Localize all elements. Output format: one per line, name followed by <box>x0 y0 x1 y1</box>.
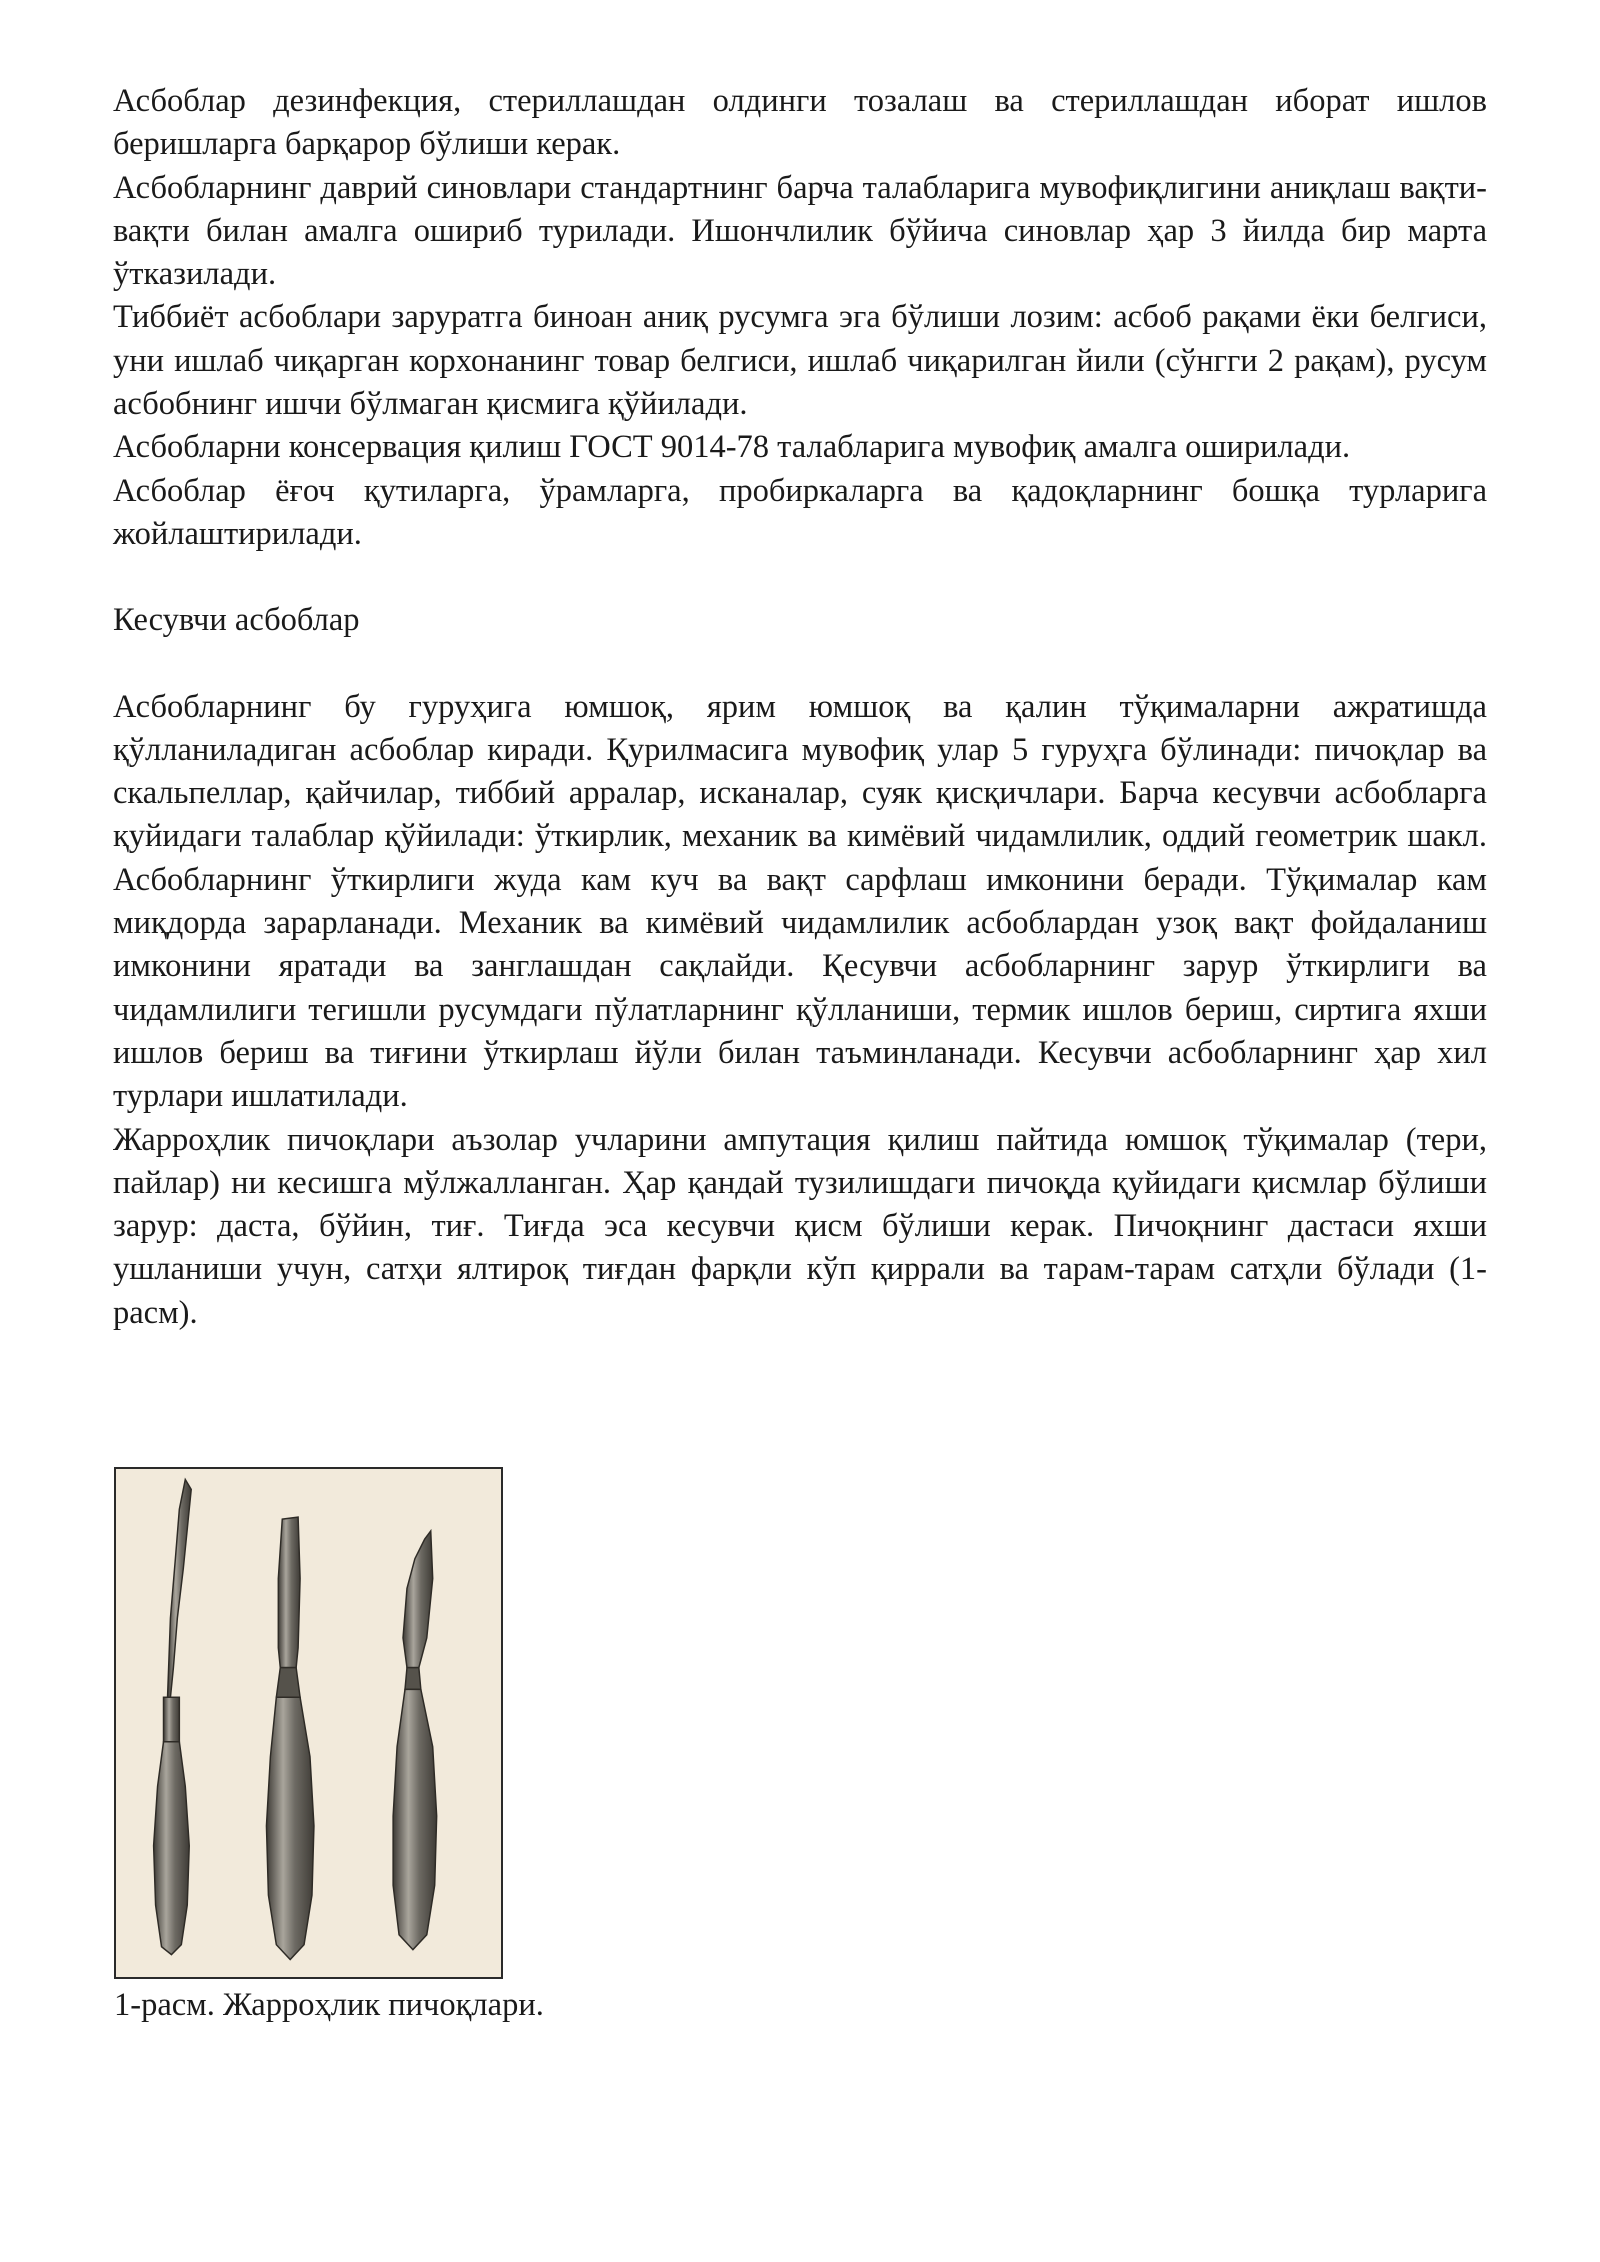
document-page <box>113 80 1487 1335</box>
paragraph-cutting-instruments: Асбобларнинг бу гуруҳига юмшоқ, ярим юмшоқ ва қалин тўқималарни ажратишда қўлланиладиган асбоблар киради. Қурилмасига мувофиқ улар 5 гуруҳга бўлинади: пичоқлар ва скальпеллар, қайчилар, тиббий арралар, исканалар, суяк қисқичлари. Барча кесувчи асбобларга қуйидаги талаблар қўйилади: ўткирлик, механик ва кимёвий чидамлилик, оддий геометрик шакл. Асбобларнинг ўткирлиги жуда кам куч ва вақт сарфлаш имконини беради. Тўқималар кам миқдорда зарарланади. Механик ва кимёвий чидамлилик асбоблардан узоқ вақт фойдаланиш имконини яратади ва занглашдан сақлайди. Қесувчи асбобларнинг зарур ўткирлиги ва чидамлилиги тегишли русумдаги пўлатларнинг қўлланиши, термик ишлов бериш, сиртига яхши ишлов бериш ва тиғини ўткирлаш йўли билан таъминланади. Кесувчи асбобларнинг ҳар хил турлари ишлатилади. <box>113 688 1487 1115</box>
section-heading: Кесувчи асбоблар <box>113 602 360 639</box>
paragraph-marking: Тиббиёт асбоблари заруратга биноан аниқ русумга эга бўлиши лозим: асбоб рақами ёки белгиси, уни ишлаб чиқарган корхонанинг товар белгиси, ишлаб чиқарилган йили (сўнгги 2 рақам), русум асбобнинг ишчи бўлмаган қисмига қўйилади. <box>113 299 1487 423</box>
paragraph-packaging: Асбоблар ёғоч қутиларга, ўрамларга, пробиркаларга ва қадоқларнинг бошқа турларига жойлаштирилади. <box>113 472 1487 552</box>
figure-caption: 1-расм. Жарроҳлик пичоқлари. <box>114 1987 544 2023</box>
paragraph-surgical-knives: Жарроҳлик пичоқлари аъзолар учларини ампутация қилиш пайтида юмшоқ тўқималар (тери, пайлар) ни кесишга мўлжалланган. Ҳар қандай тузилишдаги пичоқда қуйидаги қисмлар бўлиши зарур: даста, бўйин, тиғ. Тиғда эса кесувчи қисм бўлиши керак. Пичоқнинг дастаси яхши ушланиши учун, сатҳи ялтироқ тиғдан фарқли кўп қиррали ва тарам-тарам сатҳли бўлади (1-расм). <box>113 1121 1487 1331</box>
surgical-knives-illustration <box>116 1469 501 1977</box>
paragraph-conservation: Асбобларни консервация қилиш ГОСТ 9014-78 талабларига мувофиқ амалга оширилади. <box>113 429 1351 466</box>
paragraph-disinfection: Асбоблар дезинфекция, стериллашдан олдинги тозалаш ва стериллашдан иборат ишлов беришларга барқарор бўлиши керак. <box>113 83 1487 163</box>
paragraph-periodic-tests: Асбобларнинг даврий синовлари стандартнинг барча талабларига мувофиқлигини аниқлаш вақти-вақти билан амалга ошириб турилади. Ишончлилик бўйича синовлар ҳар 3 йилда бир марта ўтказилади. <box>113 169 1487 293</box>
surgical-knives-figure <box>114 1467 503 1979</box>
